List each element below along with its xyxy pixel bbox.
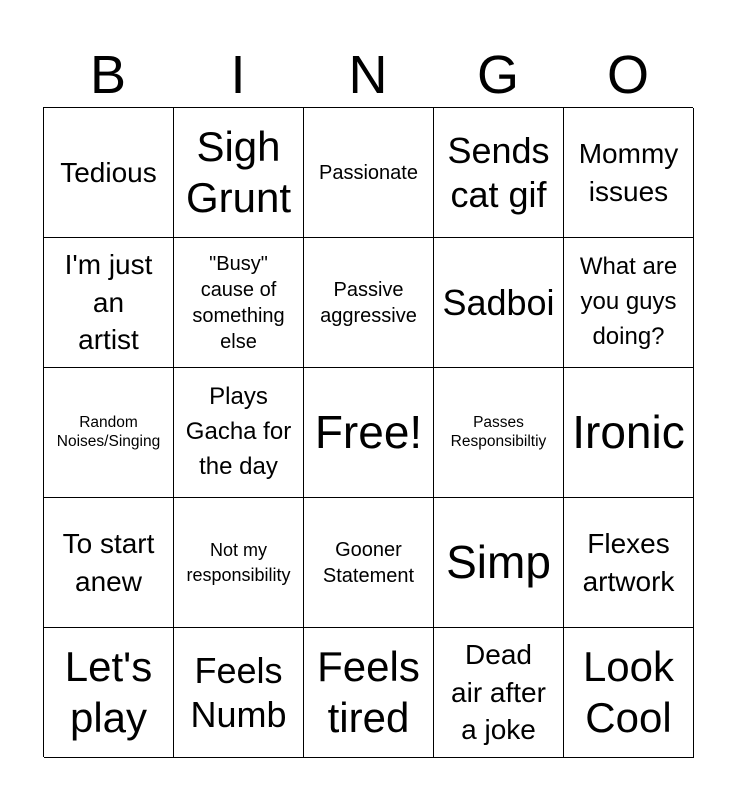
bingo-cell[interactable]	[434, 238, 564, 368]
bingo-cell[interactable]	[564, 368, 694, 498]
bingo-cell[interactable]	[434, 498, 564, 628]
bingo-cell[interactable]	[304, 628, 434, 758]
cell-text: Mommy issues	[578, 137, 679, 207]
cell-text: Ironic	[572, 406, 685, 459]
bingo-cell[interactable]	[44, 628, 174, 758]
bingo-cell[interactable]	[44, 238, 174, 368]
bingo-cell[interactable]	[434, 368, 564, 498]
bingo-cell[interactable]	[174, 108, 304, 238]
bingo-cell[interactable]	[564, 238, 694, 368]
header-letter-o: O	[606, 45, 649, 105]
bingo-cell[interactable]	[304, 498, 434, 628]
bingo-cell[interactable]	[304, 238, 434, 368]
cell-text: Passes Responsibiltiy	[450, 413, 547, 450]
header-letter-n: N	[348, 45, 388, 105]
bingo-cell[interactable]	[174, 628, 304, 758]
bingo-cell[interactable]	[44, 498, 174, 628]
header-letter-b: B	[89, 45, 127, 105]
cell-text: Tedious	[60, 156, 157, 188]
bingo-cell[interactable]	[304, 108, 434, 238]
cell-text: I'm just an artist	[64, 248, 153, 356]
cell-text: Not my responsibility	[186, 540, 291, 585]
cell-text: Feels tired	[317, 643, 420, 741]
cell-text: Sends cat gif	[447, 130, 550, 215]
cell-text: To start anew	[62, 527, 155, 597]
header-letter-g: G	[476, 45, 519, 105]
cell-text: Simp	[446, 536, 551, 589]
bingo-cell[interactable]	[434, 108, 564, 238]
bingo-cell[interactable]	[564, 498, 694, 628]
bingo-cell[interactable]	[174, 368, 304, 498]
bingo-cell[interactable]	[434, 628, 564, 758]
cell-text: Dead air after a joke	[451, 638, 546, 746]
cell-text: Sadboi	[442, 281, 555, 323]
cell-text: Passionate	[319, 161, 418, 184]
cell-text: "Busy" cause of something else	[192, 252, 285, 353]
bingo-cell[interactable]	[564, 628, 694, 758]
cell-text: Let's play	[64, 643, 153, 741]
bingo-cell[interactable]	[564, 108, 694, 238]
cell-text: Plays Gacha for the day	[185, 383, 292, 480]
cell-text: Gooner Statement	[322, 538, 415, 587]
header-letter-i: I	[230, 45, 246, 105]
cell-text: Look Cool	[582, 643, 675, 741]
bingo-cell[interactable]	[174, 238, 304, 368]
cell-text: Passive aggressive	[320, 278, 417, 327]
free-space-text: Free!	[314, 406, 423, 459]
bingo-cell free-space[interactable]	[304, 368, 434, 498]
bingo-cell[interactable]	[44, 108, 174, 238]
bingo-cell[interactable]	[174, 498, 304, 628]
cell-text: Sigh Grunt	[185, 123, 292, 221]
bingo-grid	[43, 107, 693, 757]
cell-text: Feels Numb	[190, 650, 287, 735]
cell-text: Flexes artwork	[582, 527, 675, 597]
bingo-cell[interactable]	[44, 368, 174, 498]
cell-text: Random Noises/Singing	[56, 413, 161, 450]
cell-text: What are you guys doing?	[579, 253, 678, 350]
bingo-header	[43, 44, 693, 106]
